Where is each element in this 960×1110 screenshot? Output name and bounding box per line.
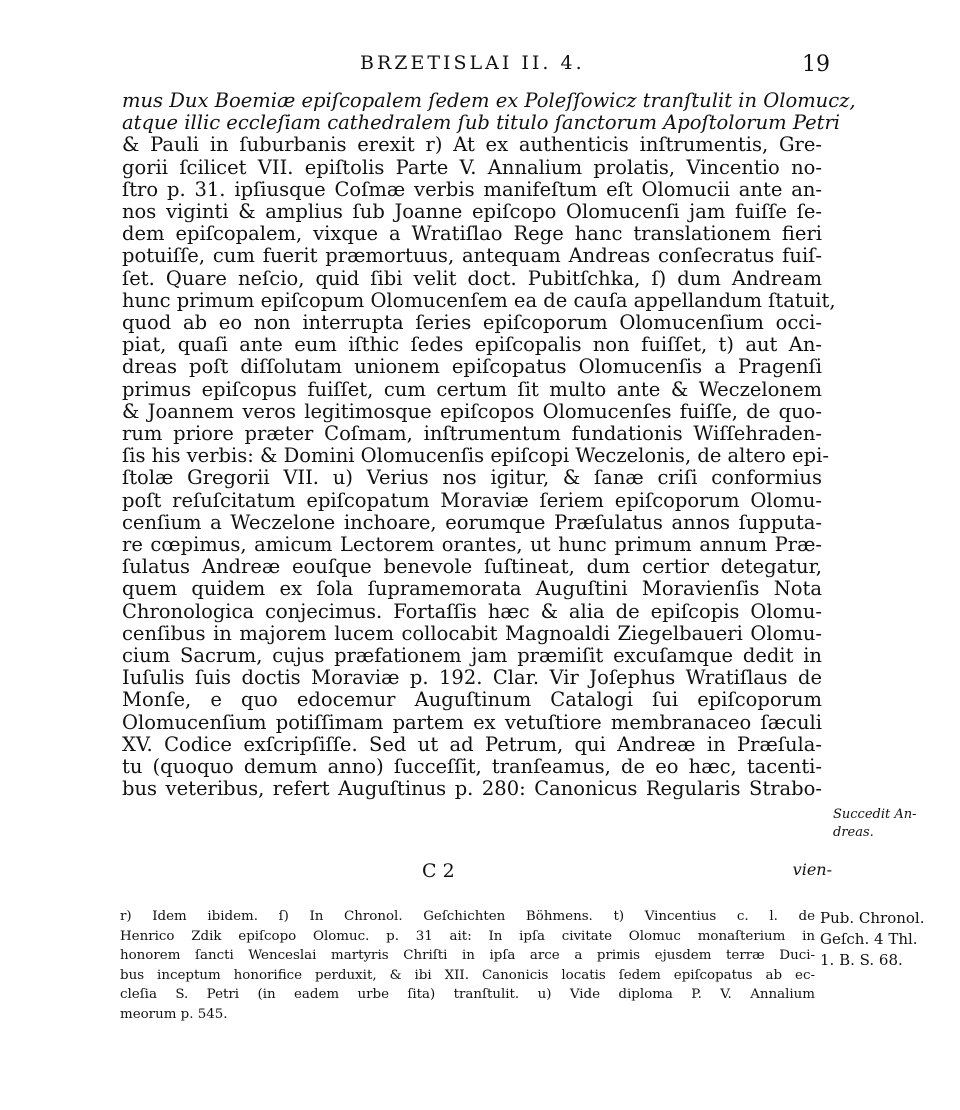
text-line: ſis his verbis: & Domini Olomucenſis epiſcopi Weczelonis, de altero epi- bbox=[122, 444, 829, 468]
footnote-line: Henrico Zdik epiſcopo Olomuc. p. 31 ait: In ipſa civitate Olomuc monaſterium in bbox=[120, 928, 815, 944]
text-line: ſtro p. 31. ipſiusque Coſmæ verbis manifeſtum eſt Olomucii ante an- bbox=[122, 177, 822, 201]
text-line: rum priore præter Coſmam, inſtrumentum fundationis Wiſſehraden- bbox=[122, 422, 822, 446]
text-line: cenſibus in majorem lucem collocabit Magnoaldi Ziegelbaueri Olomu- bbox=[122, 621, 822, 645]
margin-reference-line: Geſch. 4 Thl. bbox=[820, 930, 918, 948]
text-line: gorii ſcilicet VII. epiſtolis Parte V. Annalium prolatis, Vincentio no- bbox=[122, 155, 822, 179]
text-line: & Joannem veros legitimosque epiſcopos Olomucenſes fuiſſe, de quo- bbox=[122, 399, 822, 423]
text-line: nos viginti & amplius ſub Joanne epiſcopo Olomucenſi jam fuiſſe ſe- bbox=[122, 200, 822, 224]
text-line: primus epiſcopus fuiſſet, cum certum ſit multo ante & Weczelonem bbox=[122, 377, 822, 401]
page-foot bbox=[122, 860, 832, 886]
text-line: tu (quoquo demum anno) ſucceſſit, tranſeamus, de eo hæc, tacenti- bbox=[122, 755, 822, 779]
text-line: quod ab eo non interrupta ſeries epiſcoporum Olomucenſium occi- bbox=[122, 311, 822, 335]
signature-mark: C 2 bbox=[422, 860, 455, 882]
text-line: ſulatus Andreæ eouſque benevole ſuſtineat, dum certior detegatur, bbox=[122, 555, 822, 579]
text-line: ſet. Quare neſcio, quid ſibi velit doct. Pubitſchka, ſ) dum Andream bbox=[122, 266, 822, 290]
text-line: Chronologica conjecimus. Fortaſſis hæc & alia de epiſcopis Olomu- bbox=[122, 599, 822, 623]
text-line: bus veteribus, refert Auguſtinus p. 280: Canonicus Regularis Strabo- bbox=[122, 777, 822, 801]
margin-note-line: Succedit An- bbox=[833, 807, 917, 822]
footnote-line: meorum p. 545. bbox=[120, 1006, 228, 1022]
margin-reference-line: 1. B. S. 68. bbox=[820, 951, 903, 969]
text-line: cium Sacrum, cujus præfationem jam præmiſit excuſamque dedit in bbox=[122, 644, 822, 668]
text-line: mus Dux Boemiæ epiſcopalem ſedem ex Poleſſowicz tranſtulit in Olomucz, bbox=[122, 89, 856, 112]
text-line: piat, quaſi ante eum iſthic ſedes epiſcopalis non fuiſſet, t) aut An- bbox=[122, 333, 822, 357]
text-line: quem quidem ex ſola ſupramemorata Auguſtini Moravienſis Nota bbox=[122, 577, 822, 601]
text-line: dem epiſcopalem, vixque a Wratiſlao Rege hanc translationem fieri bbox=[122, 222, 822, 246]
footnote-line: honorem ſancti Wenceslai martyris Chriſti in ipſa arce a primis ejusdem terræ Duci- bbox=[120, 948, 815, 963]
margin-reference-line: Pub. Chronol. bbox=[820, 909, 925, 927]
text-line: cenſium a Weczelone inchoare, eorumque Præſulatus annos ſupputa- bbox=[122, 510, 822, 534]
text-line: dreas poſt diſſolutam unionem epiſcopatus Olomucenſis a Pragenſi bbox=[122, 355, 822, 379]
main-text bbox=[122, 89, 856, 801]
page-header bbox=[120, 52, 830, 92]
text-line: & Pauli in ſuburbanis erexit r) At ex authenticis inſtrumentis, Gre- bbox=[122, 133, 822, 157]
text-line: XV. Codice exſcripſiſſe. Sed ut ad Petrum, qui Andreæ in Præſula- bbox=[122, 732, 822, 756]
catchword: vien- bbox=[792, 860, 832, 879]
text-line: Olomucenſium potiſſimam partem ex vetuſtiore membranaceo ſæculi bbox=[122, 710, 822, 734]
text-line: hunc primum epiſcopum Olomucenſem ea de cauſa appellandum ſtatuit, bbox=[122, 288, 836, 312]
text-line: re cœpimus, amicum Lectorem orantes, ut hunc primum annum Præ- bbox=[122, 533, 822, 557]
text-line: poſt reſuſcitatum epiſcopatum Moraviæ ſeriem epiſcoporum Olomu- bbox=[122, 488, 822, 512]
margin-note bbox=[833, 806, 933, 842]
footnote-line: bus inceptum honorifice perduxit, & ibi XII. Canonicis locatis ſedem epiſcopatus ab ec- bbox=[120, 967, 815, 983]
footnote-line: r) Idem ibidem. ſ) In Chronol. Geſchichten Böhmens. t) Vincentius c. l. de bbox=[120, 909, 815, 924]
text-line: Iuſulis ſuis doctis Moraviæ p. 192. Clar. Vir Joſephus Wratiſlaus de bbox=[122, 666, 822, 690]
page-number: 19 bbox=[802, 52, 830, 77]
margin-reference bbox=[820, 908, 945, 971]
margin-note-line: dreas. bbox=[833, 825, 874, 840]
text-line: atque illic eccleſiam cathedralem ſub titulo ſanctorum Apoſtolorum Petri bbox=[122, 111, 841, 135]
text-line: potuiſſe, cum fuerit præmortuus, antequam Andreas conſecratus fuiſ- bbox=[122, 244, 822, 268]
footnotes bbox=[120, 907, 815, 1024]
running-head: BRZETISLAI II. 4. bbox=[360, 52, 585, 74]
text-line: Monſe, e quo edocemur Auguſtinum Catalogi ſui epiſcoporum bbox=[122, 688, 822, 712]
footnote-line: cleſia S. Petri (in eadem urbe ſita) tranſtulit. u) Vide diploma P. V. Annalium bbox=[120, 987, 815, 1002]
text-line: ſtolæ Gregorii VII. u) Verius nos igitur, & ſanæ criſi conformius bbox=[122, 466, 822, 490]
